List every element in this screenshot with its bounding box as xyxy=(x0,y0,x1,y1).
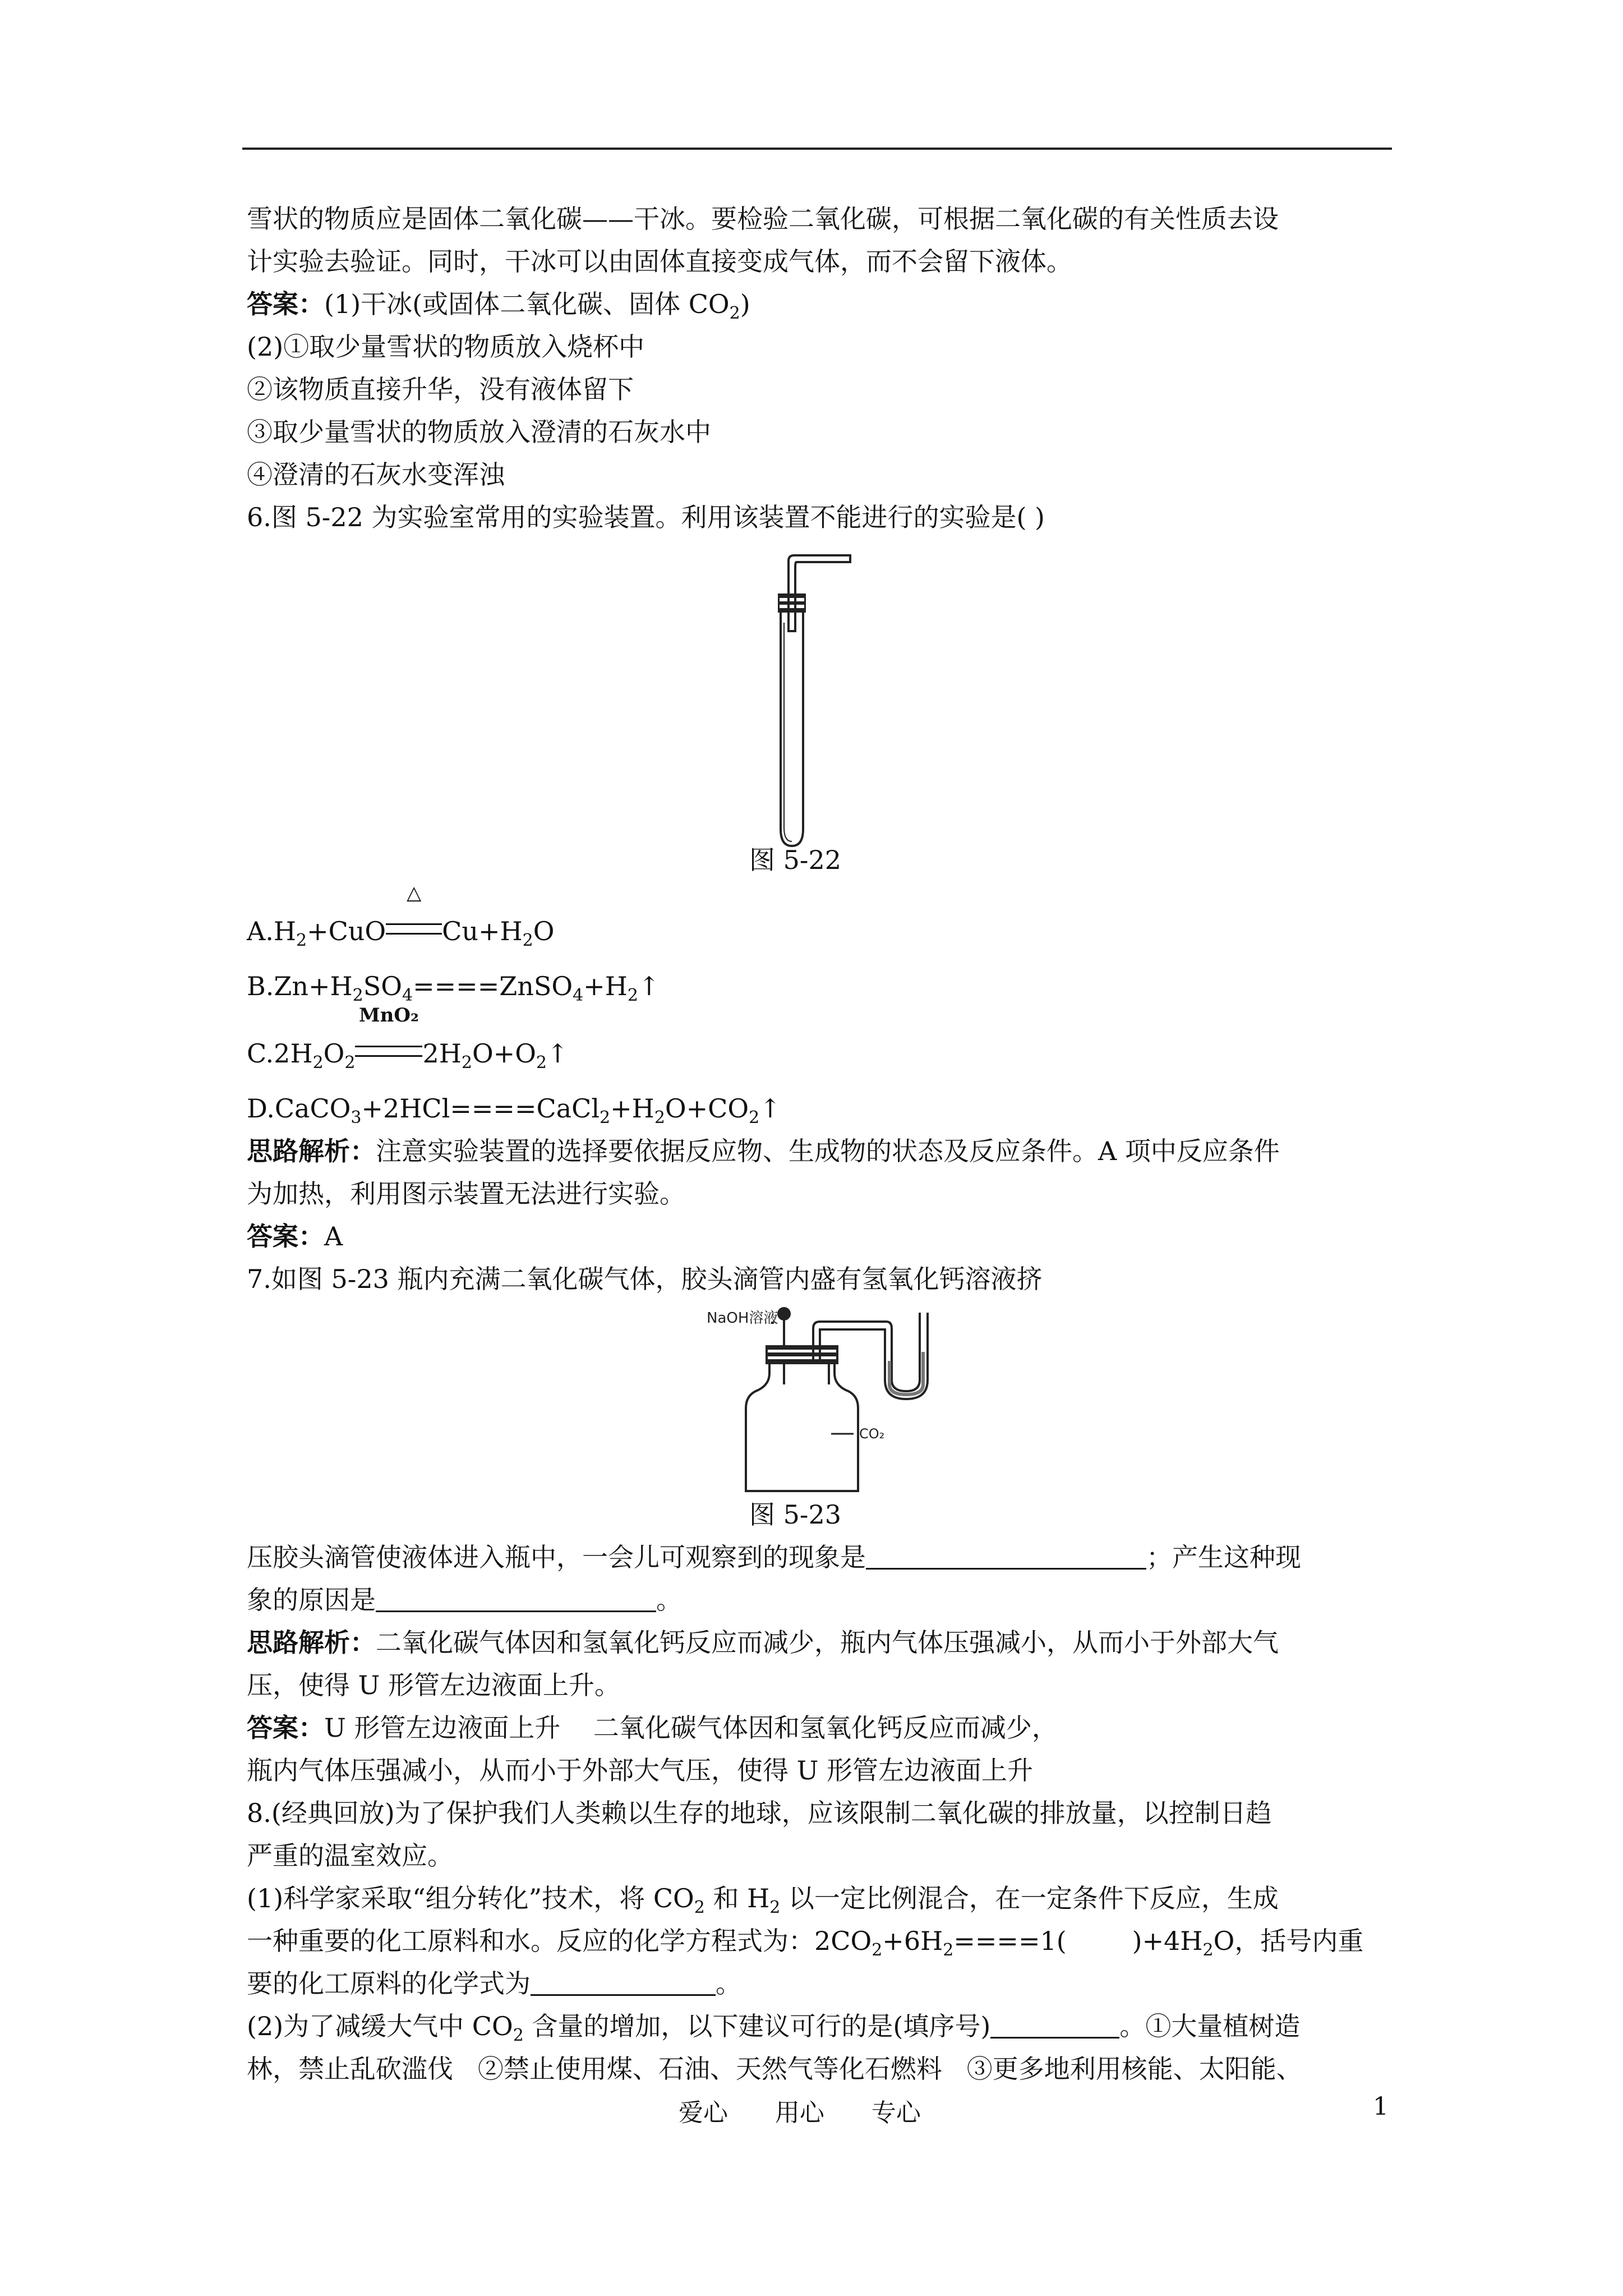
answer-blank xyxy=(866,1541,1146,1570)
q7-analysis-cont: 压，使得 U 形管左边液面上升。 xyxy=(247,1670,621,1700)
q5-step: ④澄清的石灰水变浑浊 xyxy=(247,459,505,490)
bottle-stopper xyxy=(766,1345,838,1364)
figure-5-22 xyxy=(247,539,1402,875)
q6-analysis-cont: 为加热，利用图示装置无法进行实验。 xyxy=(247,1179,685,1209)
paragraph-line: 计实验去验证。同时，干冰可以由固体直接变成气体，而不会留下液体。 xyxy=(247,246,1072,277)
figure-caption: 图 5-23 xyxy=(749,1499,841,1530)
q7-cont: 压胶头滴管使液体进入瓶中，一会儿可观察到的现象是 ；产生这种现 xyxy=(247,1542,1301,1572)
answer-blank xyxy=(376,1584,656,1612)
delivery-tube-icon xyxy=(789,555,850,631)
co2-label: CO₂ xyxy=(859,1426,885,1442)
answer-blank xyxy=(990,2010,1119,2039)
answer-blank xyxy=(531,1967,716,1996)
q8-part2: (2)为了减缓大气中 $CO_2$ 含量的增加，以下建议可行的是(填序号) 。①大量植树造 xyxy=(247,2011,1301,2045)
q7-answer: 答案：U 形管左边液面上升 二氧化碳气体因和氢氧化钙反应而减少， xyxy=(247,1713,1058,1743)
test-tube-icon xyxy=(781,613,803,846)
page-number: 1 xyxy=(1373,2092,1389,2121)
page-body xyxy=(247,197,1402,2090)
q8-stem-cont: 严重的温室效应。 xyxy=(247,1841,453,1871)
q6-answer: 答案：A xyxy=(247,1221,343,1251)
bottle-u-tube-apparatus xyxy=(247,1300,1368,1502)
q8-part1: (1)科学家采取“组分转化”技术，将 $CO_2$ 和 $H_2$ 以一定比例混合，在一定条件下反应，生成 xyxy=(247,1883,1279,1917)
option-c: $C.2H_2O_2$ MnO₂ $2H_2O+O_2↑$ xyxy=(247,1032,1402,1075)
q6-stem: 6.图 5-22 为实验室常用的实验装置。利用该装置不能进行的实验是( ) xyxy=(247,502,1045,532)
q8-part1-l2: 一种重要的化工原料和水。反应的化学方程式为：$2CO_2+6H_2====1$( )$+4H_2O$，括号内重 xyxy=(247,1926,1364,1960)
q7-stem: 7.如图 5-23 瓶内充满二氧化碳气体，胶头滴管内盛有氢氧化钙溶液挤 xyxy=(247,1264,1043,1294)
q5-step: (2)①取少量雪状的物质放入烧杯中 xyxy=(247,332,645,362)
heat-equals: △ xyxy=(386,910,442,953)
catalyst-equals: MnO₂ xyxy=(355,1032,422,1075)
footer-motto: 爱心 用心 专心 xyxy=(679,2099,921,2127)
option-a: $A.H_2+CuO$ △ $Cu+H_2O$ xyxy=(247,910,1402,953)
test-tube-apparatus xyxy=(247,539,1368,847)
header-rule xyxy=(242,148,1392,150)
q8-stem: 8.(经典回放)为了保护我们人类赖以生存的地球，应该限制二氧化碳的排放量，以控制日趋 xyxy=(247,1798,1272,1828)
q5-step: ②该物质直接升华，没有液体留下 xyxy=(247,374,634,404)
option-b: $B.Zn+H_2SO_4====ZnSO_4+H_2↑$ xyxy=(247,971,660,1005)
q7-analysis: 思路解析：二氧化碳气体因和氢氧化钙反应而减少，瓶内气体压强减小，从而小于外部大气 xyxy=(247,1627,1279,1658)
q8-part2-l2: 林，禁止乱砍滥伐 ②禁止使用煤、石油、天然气等化石燃料 ③更多地利用核能、太阳能、 xyxy=(247,2054,1302,2084)
q7-answer-cont: 瓶内气体压强减小，从而小于外部大气压，使得 U 形管左边液面上升 xyxy=(247,1755,1034,1786)
figure-5-23 xyxy=(247,1300,1402,1536)
q5-step: ③取少量雪状的物质放入澄清的石灰水中 xyxy=(247,417,711,447)
answer-label: 答案： xyxy=(247,289,324,319)
paragraph-line: 雪状的物质应是固体二氧化碳——干冰。要检验二氧化碳，可根据二氧化碳的有关性质去设 xyxy=(247,204,1279,234)
q5-answer: 答案：(1)干冰(或固体二氧化碳、固体 $CO_2$) xyxy=(247,289,750,323)
figure-caption: 图 5-22 xyxy=(749,845,841,875)
q8-part1-l3: 要的化工原料的化学式为 。 xyxy=(247,1968,741,1999)
option-d: $D.CaCO_3+2HCl====CaCl_2+H_2O+CO_2↑$ xyxy=(247,1093,781,1128)
naoh-label: NaOH溶液 xyxy=(707,1310,778,1327)
rubber-stopper xyxy=(778,593,806,613)
gas-bottle-icon xyxy=(746,1363,858,1491)
q7-cont-2: 象的原因是 。 xyxy=(247,1585,682,1615)
q6-analysis: 思路解析：注意实验装置的选择要依据反应物、生成物的状态及反应条件。A 项中反应条件 xyxy=(247,1136,1280,1166)
